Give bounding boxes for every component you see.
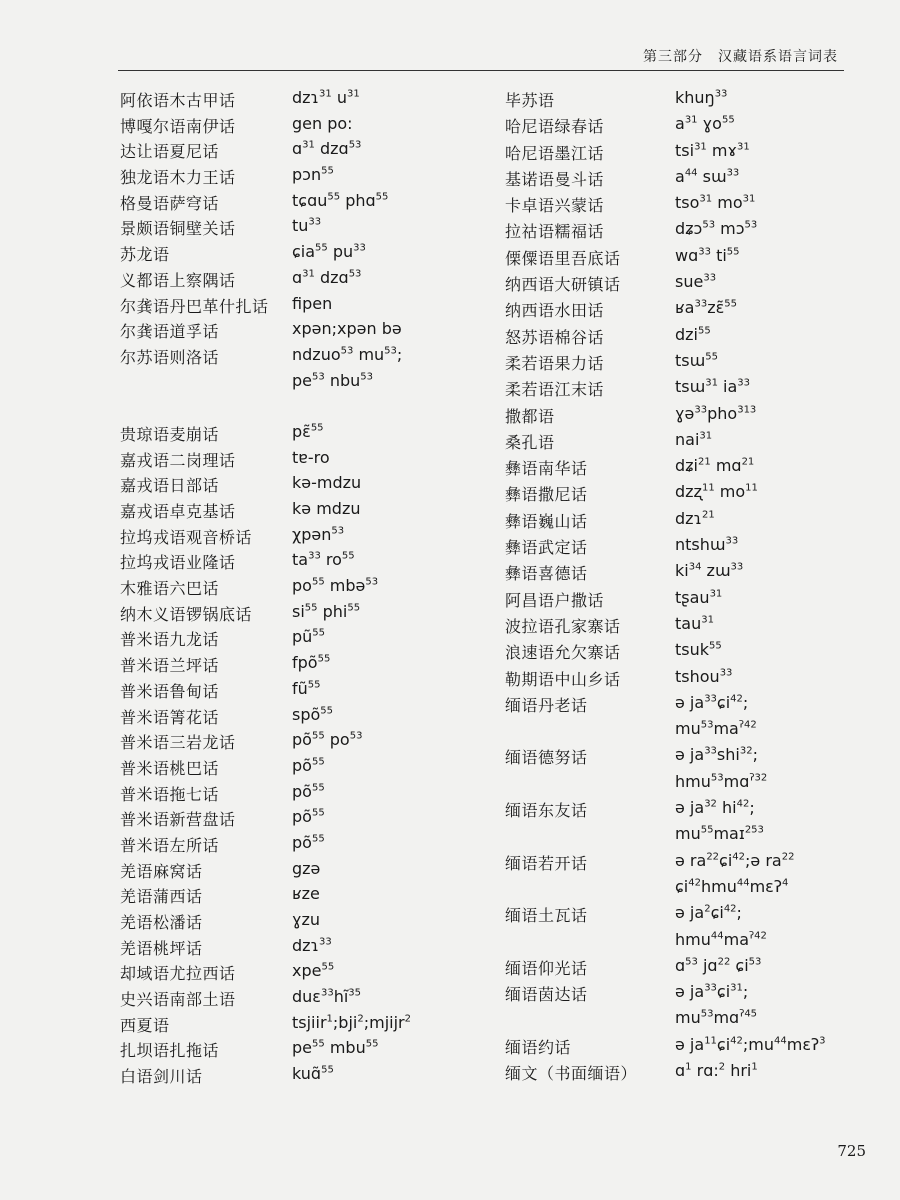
pronunciation: dzɿ$^{21}$	[675, 508, 715, 528]
language-name: 拉坞戎语业隆话	[120, 553, 236, 573]
entry-row	[505, 745, 875, 771]
pronunciation: wɑ$^{33}$ $ti^{55}$	[675, 245, 740, 265]
entry-row	[505, 588, 875, 614]
entry-row	[505, 351, 875, 377]
entry-row	[120, 88, 500, 114]
entry-row	[120, 371, 500, 397]
page-number: 725	[837, 1142, 866, 1160]
entry-row	[120, 216, 500, 242]
entry-row	[505, 141, 875, 167]
pronunciation: tso$^{31}$ $mo^{31}$	[675, 193, 756, 213]
pronunciation: kə-mdzu	[292, 473, 362, 493]
entry-row	[120, 987, 500, 1013]
language-name: 贵琼语麦崩话	[120, 424, 220, 444]
language-name: 义都语上察隅话	[120, 270, 236, 290]
entry-row	[505, 88, 875, 114]
entry-row	[120, 756, 500, 782]
running-header: 第三部分 汉藏语系语言词表	[643, 49, 838, 65]
language-name: 怒苏语棉谷话	[505, 327, 605, 347]
language-name: 史兴语南部土语	[120, 990, 236, 1010]
entry-row	[505, 509, 875, 535]
pronunciation: ə $ra^{22}ɕi^{42};ə$ $ra^{22}$	[675, 850, 795, 870]
language-name: 勒期语中山乡话	[505, 669, 621, 689]
entry-row	[505, 877, 875, 903]
pronunciation: tsuk$^{55}$	[675, 640, 722, 660]
entry-row	[505, 667, 875, 693]
pronunciation: dʑɔ$^{53}$ mɔ$^{53}$	[675, 219, 758, 239]
entry-row	[505, 903, 875, 929]
pronunciation: kə mdzu	[292, 499, 361, 518]
entry-row	[505, 1061, 875, 1087]
entry-row	[505, 404, 875, 430]
entry-row	[120, 139, 500, 165]
pronunciation: ɕi$^{42}$hmu$^{44}$mɛʔ$^4$	[675, 876, 789, 896]
entry-row	[120, 807, 500, 833]
entry-row	[120, 782, 500, 808]
entry-row	[120, 345, 500, 371]
language-name: 独龙语木力王话	[120, 168, 236, 188]
language-name: 阿昌语户撒话	[505, 590, 605, 610]
language-name: 彝语巍山话	[505, 511, 588, 531]
language-name: 基诺语曼斗话	[505, 169, 605, 189]
entry-row	[120, 730, 500, 756]
pronunciation: $a^{31}$ ɣo$^{55}$	[675, 114, 735, 134]
pronunciation: tɐ-ro	[292, 447, 330, 467]
pronunciation: tʂau$^{31}$	[675, 587, 723, 607]
pronunciation: ə $ja^{33}ɕi^{31}$;	[675, 982, 749, 1002]
language-name: 缅文（书面缅语）	[505, 1063, 638, 1083]
entry-row	[505, 640, 875, 666]
entry-row	[505, 298, 875, 324]
entry-row	[120, 602, 500, 628]
language-name: 撒都语	[505, 406, 555, 426]
language-name: 普米语左所话	[120, 835, 220, 855]
header-rule	[118, 70, 844, 71]
entry-row	[120, 165, 500, 191]
entry-row	[505, 535, 875, 561]
pronunciation: $põ^{55}$ $po^{53}$	[292, 730, 363, 750]
language-name: 普米语新营盘话	[120, 810, 236, 830]
pronunciation: fipen	[292, 293, 333, 313]
pronunciation: $põ^{55}$	[292, 755, 325, 775]
entry-row	[505, 219, 875, 245]
pronunciation: ə $ja^{33}ɕi^{42}$;	[675, 692, 749, 712]
language-name: 嘉戎语日部话	[120, 476, 220, 496]
entry-row	[120, 1064, 500, 1090]
entry-row	[120, 679, 500, 705]
language-name: 普米语兰坪话	[120, 656, 220, 676]
pronunciation: ɑ$^{31}$ dzɑ$^{53}$	[292, 139, 362, 159]
pronunciation: $fũ^{55}$	[292, 678, 321, 698]
pronunciation: ɑ$^{31}$ dzɑ$^{53}$	[292, 267, 362, 287]
language-name: 却域语尤拉西话	[120, 964, 236, 984]
pronunciation: hmu$^{53}$mɑ$^{ʔ32}$	[675, 771, 768, 791]
entry-row	[120, 473, 500, 499]
language-name: 纳西语水田话	[505, 301, 605, 321]
pronunciation: ə $ja^{32}$ $hi^{42}$;	[675, 798, 755, 818]
entry-row	[120, 1038, 500, 1064]
pronunciation: ʁa$^{33}$zɛ̃$^{55}$	[675, 298, 737, 318]
pronunciation: $põ^{55}$	[292, 832, 325, 852]
entry-row	[505, 772, 875, 798]
entry-row	[120, 705, 500, 731]
language-name: 苏龙语	[120, 245, 170, 265]
language-name: 木雅语六巴话	[120, 579, 220, 599]
language-name: 普米语三岩龙话	[120, 733, 236, 753]
language-name: 普米语拖七话	[120, 784, 220, 804]
entry-row	[120, 396, 500, 422]
language-name: 缅语德努话	[505, 748, 588, 768]
pronunciation: pɔn$^{55}$	[292, 165, 334, 185]
language-name: 彝语喜德话	[505, 564, 588, 584]
pronunciation: tau$^{31}$	[675, 613, 714, 633]
language-name: 缅语仰光话	[505, 958, 588, 978]
language-name: 柔若语江末话	[505, 380, 605, 400]
entry-row	[505, 956, 875, 982]
language-name: 缅语茵达话	[505, 985, 588, 1005]
pronunciation: $mu^{55}maɪ^{253}$	[675, 824, 764, 844]
entry-row	[505, 614, 875, 640]
pronunciation: spõ$^{55}$	[292, 704, 334, 724]
pronunciation: $mu^{53}ma^{ʔ42}$	[675, 719, 757, 739]
entry-row	[120, 627, 500, 653]
entry-row	[505, 456, 875, 482]
pronunciation: $tu^{33}$	[292, 216, 322, 236]
entry-row	[505, 561, 875, 587]
pronunciation: ndzuo$^{53}$ $mu^{53}$;	[292, 344, 403, 364]
pronunciation: khuŋ$^{33}$	[675, 88, 728, 107]
language-name: 波拉语孔家寨话	[505, 616, 621, 636]
language-name: 缅语若开话	[505, 853, 588, 873]
pronunciation: tsɯ$^{31}$ $ia^{33}$	[675, 377, 751, 397]
language-name: 拉坞戎语观音桥话	[120, 527, 253, 547]
pronunciation: kuɑ̃$^{55}$	[292, 1064, 334, 1084]
entry-row	[120, 576, 500, 602]
language-name: 阿依语木古甲话	[120, 91, 236, 110]
pronunciation: $pe^{53}$ nbu$^{53}$	[292, 370, 373, 390]
pronunciation: $põ^{55}$	[292, 781, 325, 801]
pronunciation: $si^{55}$ phi$^{55}$	[292, 601, 361, 621]
language-name: 普米语鲁甸话	[120, 681, 220, 701]
entry-row	[120, 859, 500, 885]
entry-row	[505, 1008, 875, 1034]
pronunciation: $pũ^{55}$	[292, 627, 326, 647]
language-name: 达让语夏尼话	[120, 142, 220, 162]
entry-row	[120, 319, 500, 345]
language-name: 羌语麻窝话	[120, 861, 203, 881]
entry-row	[505, 930, 875, 956]
language-name: 缅语丹老话	[505, 695, 588, 715]
pronunciation: dzɿ$^{33}$	[292, 935, 332, 955]
entry-row	[120, 499, 500, 525]
pronunciation: tsi$^{31}$ mɤ$^{31}$	[675, 140, 750, 160]
language-name: 羌语桃坪话	[120, 938, 203, 958]
entry-row	[505, 114, 875, 140]
language-name: 哈尼语绿春话	[505, 117, 605, 137]
left-column	[120, 88, 500, 1090]
language-name: 景颇语铜壁关话	[120, 219, 236, 239]
pronunciation: dʑi$^{21}$ mɑ$^{21}$	[675, 456, 755, 476]
pronunciation: dzʐ$^{11}$ $mo^{11}$	[675, 482, 758, 502]
pronunciation: tsjiir$^1$;bji$^2$;mjijr$^2$	[292, 1012, 411, 1032]
entry-row	[505, 167, 875, 193]
language-name: 傈僳语里吾底话	[505, 248, 621, 268]
pronunciation: ə $ja^{11}ɕi^{42};mu^{44}mɛʔ^3$	[675, 1034, 826, 1054]
pronunciation: tshou$^{33}$	[675, 666, 733, 686]
entry-row	[120, 833, 500, 859]
pronunciation: pɛ̃$^{55}$	[292, 421, 324, 441]
entry-row	[505, 430, 875, 456]
language-name: 桑孔语	[505, 432, 555, 452]
language-name: 拉祜语糯福话	[505, 222, 605, 242]
pronunciation: $a^{44}$ sɯ$^{33}$	[675, 166, 740, 186]
entry-row	[120, 422, 500, 448]
language-name: 普米语箐花话	[120, 707, 220, 727]
language-name: 浪速语允欠寨话	[505, 643, 621, 663]
language-name: 缅语东友话	[505, 801, 588, 821]
language-name: 纳木义语锣锅底话	[120, 604, 253, 624]
pronunciation: ʁze	[292, 884, 320, 904]
pronunciation: ɣzu	[292, 910, 321, 929]
language-name: 彝语南华话	[505, 459, 588, 479]
pronunciation: gen po:	[292, 113, 353, 133]
language-name: 普米语桃巴话	[120, 758, 220, 778]
pronunciation: dzi$^{55}$	[675, 324, 711, 344]
entry-row	[120, 884, 500, 910]
entry-row	[505, 325, 875, 351]
entry-row	[120, 936, 500, 962]
pronunciation: $ki^{34}$ zɯ$^{33}$	[675, 561, 744, 581]
pronunciation: nai$^{31}$	[675, 429, 713, 449]
entry-row	[505, 693, 875, 719]
entry-row	[505, 246, 875, 272]
language-name: 缅语约话	[505, 1037, 572, 1057]
language-name: 缅语土瓦话	[505, 906, 588, 926]
language-name: 毕苏语	[505, 91, 555, 110]
language-name: 格曼语萨穹话	[120, 193, 220, 213]
language-name: 普米语九龙话	[120, 630, 220, 650]
pronunciation: ə $ja^{33}shi^{32}$;	[675, 745, 758, 765]
pronunciation: xpən;xpən bə	[292, 319, 402, 339]
pronunciation: $hmu^{44}ma^{ʔ42}$	[675, 929, 767, 949]
pronunciation: χpən$^{53}$	[292, 524, 345, 544]
entry-row	[120, 910, 500, 936]
language-name: 扎坝语扎拖话	[120, 1041, 220, 1061]
language-name: 纳西语大研镇话	[505, 275, 621, 295]
pronunciation: ɣə$^{33}$pho$^{313}$	[675, 403, 757, 423]
pronunciation: $po^{55}$ mbə$^{53}$	[292, 576, 379, 596]
language-name: 西夏语	[120, 1015, 170, 1035]
pronunciation: ɑ$^{53}$ jɑ$^{22}$ ɕi$^{53}$	[675, 955, 762, 975]
pronunciation: ɑ$^1$ rɑ:$^2$ hri$^1$	[675, 1060, 758, 1080]
pronunciation: ɕia$^{55}$ $pu^{33}$	[292, 242, 366, 262]
language-name: 彝语武定话	[505, 538, 588, 558]
entry-row	[505, 193, 875, 219]
language-name: 尔苏语则洛话	[120, 347, 220, 367]
pronunciation: $mu^{53}mɑ^{ʔ45}$	[675, 1008, 758, 1028]
entry-row	[120, 525, 500, 551]
pronunciation: $põ^{55}$	[292, 807, 325, 827]
entry-row	[505, 482, 875, 508]
entry-row	[120, 191, 500, 217]
entry-row	[505, 377, 875, 403]
language-name: 柔若语果力话	[505, 353, 605, 373]
pronunciation: sue$^{33}$	[675, 272, 717, 292]
entry-row	[120, 242, 500, 268]
pronunciation: fpõ$^{55}$	[292, 653, 331, 673]
entry-row	[120, 268, 500, 294]
pronunciation: tɕɑu$^{55}$ phɑ$^{55}$	[292, 190, 389, 210]
language-name: 嘉戎语二岗理话	[120, 450, 236, 470]
entry-row	[505, 272, 875, 298]
entry-row	[120, 448, 500, 474]
language-name: 博嘎尔语南伊话	[120, 116, 236, 136]
entry-row	[120, 294, 500, 320]
right-column	[505, 88, 875, 1087]
entry-row	[120, 550, 500, 576]
language-name: 尔龚语道孚话	[120, 322, 220, 342]
pronunciation: $duɛ^{33}hĩ^{35}$	[292, 987, 362, 1007]
entry-row	[505, 851, 875, 877]
entry-row	[120, 1013, 500, 1039]
entry-row	[505, 1035, 875, 1061]
language-name: 卡卓语兴蒙话	[505, 196, 605, 216]
pronunciation: $pe^{55}$ mbu$^{55}$	[292, 1038, 379, 1058]
language-name: 哈尼语墨江话	[505, 143, 605, 163]
pronunciation: ntshɯ$^{33}$	[675, 535, 739, 555]
entry-row	[505, 824, 875, 850]
pronunciation: tsɯ$^{55}$	[675, 350, 718, 370]
language-name: 彝语撒尼话	[505, 485, 588, 505]
language-name: 尔龚语丹巴革什扎话	[120, 296, 269, 316]
entry-row	[505, 798, 875, 824]
pronunciation: ə $ja^2ɕi^{42}$;	[675, 903, 742, 923]
language-name: 白语剑川话	[120, 1067, 203, 1087]
pronunciation: $ta^{33}$ $ro^{55}$	[292, 550, 355, 570]
pronunciation: dzɿ$^{31}$ $u^{31}$	[292, 88, 360, 107]
entry-row	[120, 653, 500, 679]
language-name: 嘉戎语卓克基话	[120, 502, 236, 521]
language-name: 羌语蒲西话	[120, 887, 203, 907]
language-name: 羌语松潘话	[120, 913, 203, 932]
entry-row	[505, 719, 875, 745]
pronunciation: xpe$^{55}$	[292, 961, 335, 981]
pronunciation: gzə	[292, 858, 321, 878]
entry-row	[120, 961, 500, 987]
entry-row	[120, 114, 500, 140]
entry-row	[505, 982, 875, 1008]
